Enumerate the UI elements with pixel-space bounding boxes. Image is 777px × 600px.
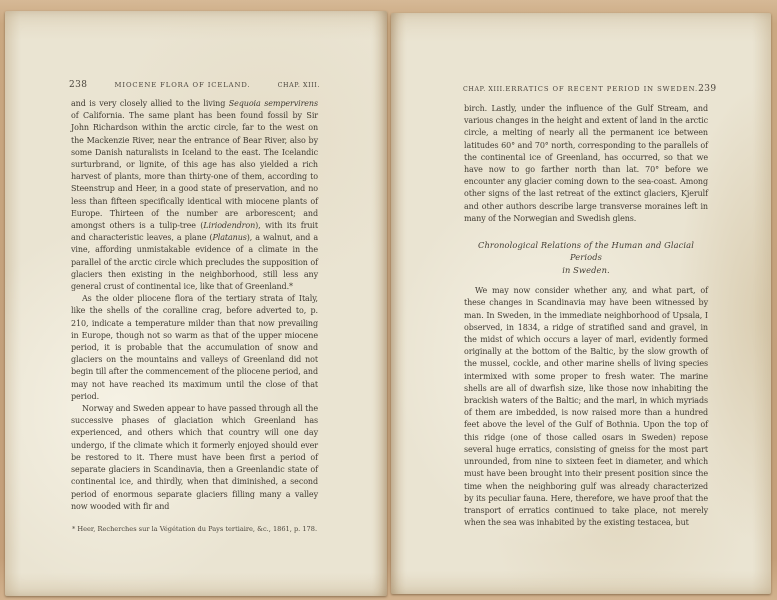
paragraph: As the older pliocene flora of the tertiary strata of Italy, like the shells of the coralline crag, before adverted to, p. 210, indicate a temperature milder than that now prevailing in Europe, though not so warm as that of the upper miocene period, it is probable that the accumulation of snow and glaciers on the mountains and valleys of Greenland did not begin till after the commencement of the pliocene period, and may not have reached its maximum until the close of that period. bbox=[71, 294, 318, 401]
paragraph: Norway and Sweden appear to have passed through all the successive phases of glaciation which Greenland has experienced, and others which that country will one day undergo, if the climate which it formerly enjoyed should ever be restored to it. There must have been first a period of separate glaciers in Scandinavia, then a Greenlandic state of continental ice, and thirdly, when that diminished, a second period of enormous separate glaciers filling many a valley now wooded with fir and bbox=[71, 404, 318, 511]
right-page-number: 239 bbox=[698, 84, 717, 94]
left-text-column bbox=[71, 98, 318, 533]
right-text-column bbox=[464, 103, 708, 529]
paragraph: birch. Lastly, under the influence of the Gulf Stream, and various changes in the height and extent of land in the arctic circle, a melting of nearly all the permanent ice between latitudes 60° and 70° north, corresponding to the parallels of the continental ice of Greenland, has occurred, so that we have now to go farther north than lat. 70° before we encounter any glacier coming down to the sea-coast. Among other signs of the last retreat of the extinct glaciers, Kjerulf and other authors describe large transverse moraines left in many of the Norwegian and Swedish glens. bbox=[464, 104, 708, 223]
right-chapter-label: CHAP. XIII. bbox=[463, 86, 506, 93]
section-heading bbox=[468, 239, 704, 276]
left-page bbox=[5, 11, 387, 596]
left-page-header bbox=[69, 80, 320, 90]
left-page-number: 238 bbox=[69, 80, 88, 90]
right-running-title: ERRATICS OF RECENT PERIOD IN SWEDEN. bbox=[505, 85, 699, 93]
left-body-paragraphs bbox=[71, 98, 318, 513]
right-page-header bbox=[463, 84, 717, 94]
right-body-paragraphs-bottom bbox=[464, 285, 708, 529]
right-body-paragraphs-top bbox=[464, 103, 708, 225]
left-footnote: * Heer, Recherches sur la Végétation du Pays tertiaire, &c., 1861, p. 178. bbox=[71, 524, 318, 533]
left-chapter-label: CHAP. XIII. bbox=[277, 82, 320, 89]
left-running-title: MIOCENE FLORA OF ICELAND. bbox=[114, 81, 251, 89]
paragraph: We may now consider whether any, and what part, of these changes in Scandinavia may have been witnessed by man. In Sweden, in the immediate neighborhood of Upsala, I observed, in 1834, a ridge of stratified sand and gravel, in the midst of which occurs a layer of marl, evidently formed originally at the bottom of the Baltic, by the slow growth of the mussel, cockle, and other marine shells of living species intermixed with some proper to fresh water. The marine shells are all of dwarfish size, like those now inhabiting the brackish waters of the Baltic; and the marl, in which myriads of them are imbedded, is now raised more than a hundred feet above the level of the Gulf of Bothnia. Upon the top of this ridge (one of those called osars in Sweden) repose several huge erratics, consisting of gneiss for the most part unrounded, from nine to sixteen feet in diameter, and which must have been brought into their present position since the time when the neighboring gulf was already characterized by its peculiar fauna. Here, therefore, we have proof that the transport of erratics continued to take place, not merely when the sea was inhabited by the existing testacea, but bbox=[464, 286, 708, 528]
section-heading-line-1: Chronological Relations of the Human and Glacial Periods bbox=[478, 240, 694, 263]
right-page bbox=[391, 13, 771, 594]
paragraph: and is very closely allied to the living Sequoia sempervirens of California. The same plant has been found fossil by Sir John Richardson within the arctic circle, far to the west on the Mackenzie River, near the entrance of Bear River, also by some Danish naturalists in Iceland to the east. The Icelandic surturbrand, or lignite, of this age has also yielded a rich harvest of plants, more than thirty-one of them, according to Steenstrup and Heer, in a good state of preservation, and no less than fifteen specifically identical with miocene plants of Europe. Thirteen of the number are arborescent; and amongst others is a tulip-tree (Liriodendron), with its fruit and characteristic leaves, a plane (Platanus), a walnut, and a vine, affording unmistakable evidence of a climate in the parallel of the arctic circle which precludes the supposition of glaciers then existing in the neighborhood, still less any general crust of continental ice, like that of Greenland.* bbox=[71, 99, 318, 292]
section-heading-line-2: in Sweden. bbox=[562, 264, 610, 275]
